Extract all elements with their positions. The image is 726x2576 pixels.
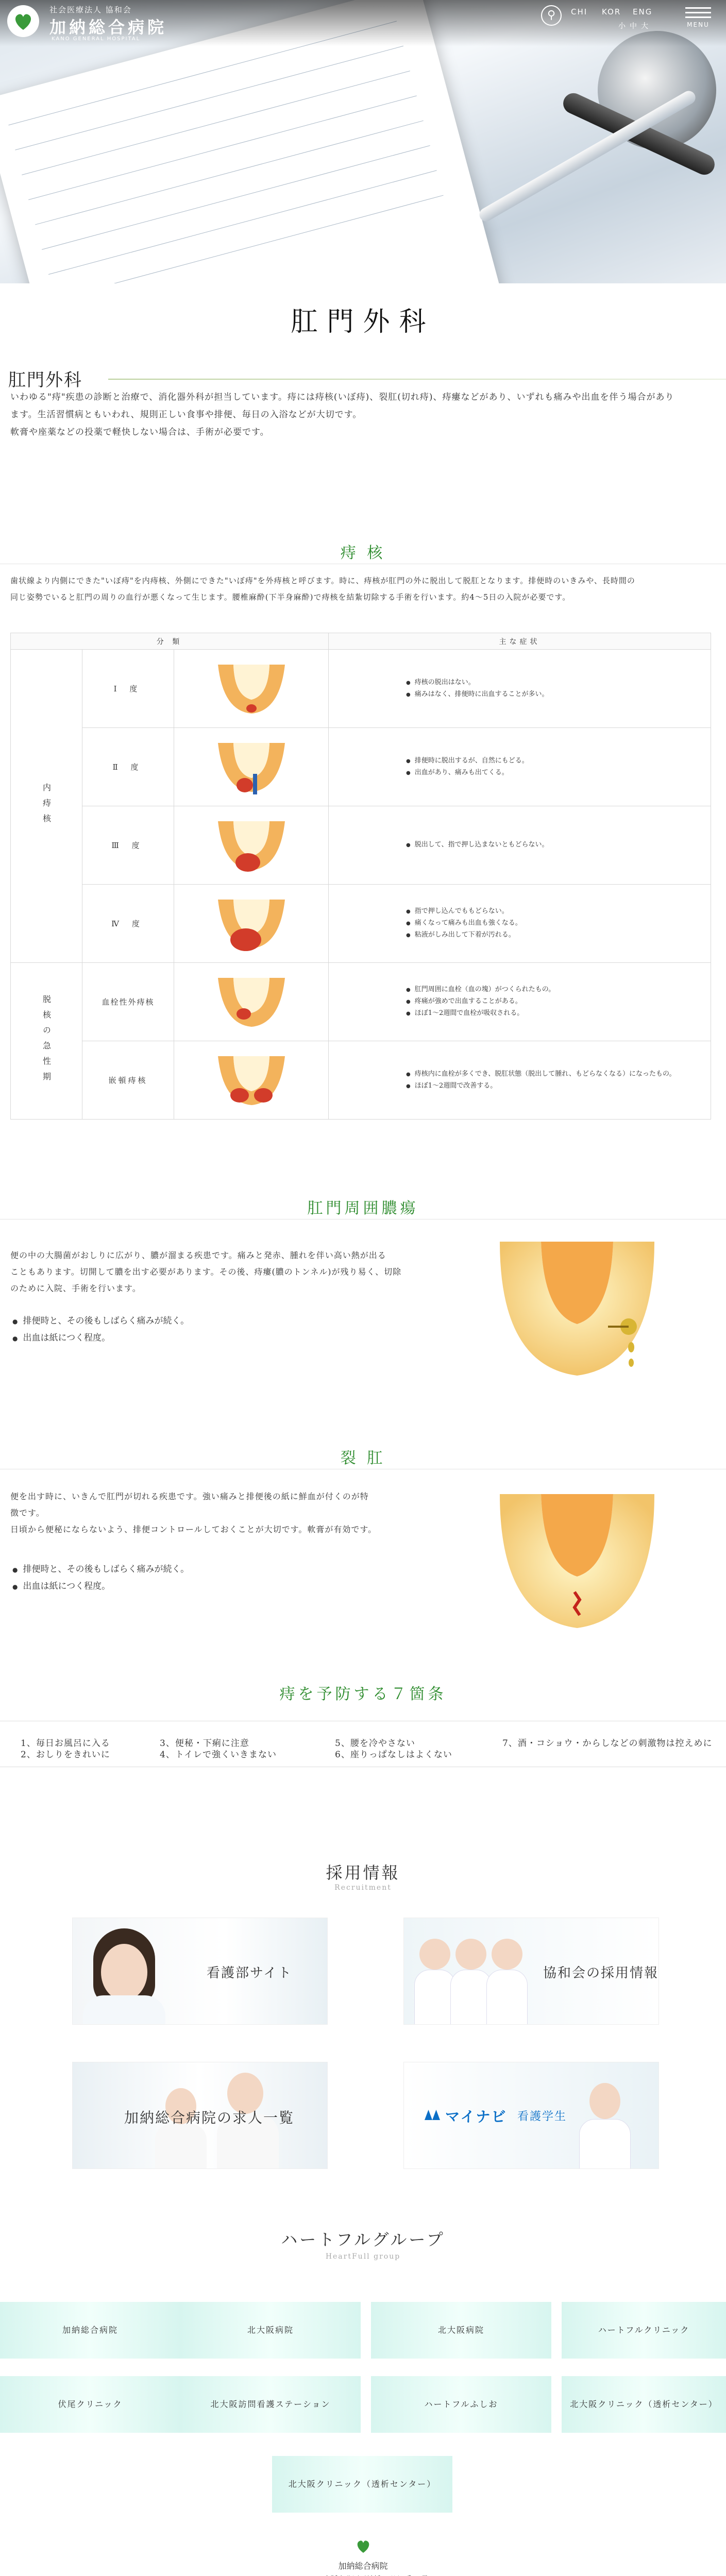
hemorrhoid-classification-table	[10, 633, 711, 1120]
degree-label: 血栓性外痔核	[82, 963, 174, 1041]
bullet-item: ● 排便時と、その後もしばらく痛みが続く。	[12, 1561, 189, 1578]
category-acute: 脱核の急性期	[11, 963, 82, 1120]
menu-label: MENU	[687, 21, 710, 28]
symptom-item: ● 肛門周囲に血栓（血の塊）がつくられたもの。	[406, 984, 711, 996]
bullet-item: ● 出血は紙につく程度。	[12, 1330, 189, 1347]
prevention-item: 3、便秘・下痢に注意	[160, 1738, 249, 1749]
banner-label: 加納総合病院の求人一覧	[124, 2109, 295, 2126]
abscess-line: こともあります。切開して膿を出す必要があります。その後、痔瘻(膿のトンネル)が残り易く、切除	[10, 1267, 402, 1277]
intro-line: ます。生活習慣病ともいわれ、規則正しい食事や排便、毎日の入浴などが大切です。	[10, 410, 362, 420]
recruit-heading: 採用情報	[326, 1863, 400, 1883]
kyowakai-recruit-banner[interactable]	[403, 1918, 659, 2025]
group-link[interactable]: 北大阪病院	[371, 2302, 551, 2359]
degree-label: Ⅰ 度	[82, 650, 174, 728]
hemorrhoids-line: 歯状線より内側にできた"いぼ痔"を内痔核、外側にできた"いぼ痔"を外痔核と呼びます。時に、痔核が肛門の外に脱出して脱肛となります。排便時のいきみや、長時間の	[10, 576, 635, 585]
symptom-item: ● ほぼ1〜2週間で改善する。	[406, 1080, 711, 1092]
logo-icon[interactable]	[7, 5, 39, 37]
anatomy-diagram	[174, 806, 329, 885]
prevention-item: 2、おしりをきれいに	[21, 1750, 110, 1760]
anatomy-diagram	[174, 728, 329, 806]
bullet-item: ● 排便時と、その後もしばらく痛みが続く。	[12, 1313, 189, 1330]
abscess-illustration	[489, 1236, 665, 1391]
group-link[interactable]: 加納総合病院	[0, 2302, 180, 2359]
banner-label: 看護部サイト	[207, 1965, 293, 1981]
intro-line: いわゆる"痔"疾患の診断と治療で、消化器外科が担当しています。痔には痔核(いぼ痔)、裂肛(切れ痔)、痔瘻などがあり、いずれも痛みや出血を伴う場合があり	[10, 392, 674, 402]
anatomy-illustration	[213, 973, 290, 1029]
degree-label: Ⅳ 度	[82, 885, 174, 963]
recruit-subheading: Recruitment	[334, 1884, 392, 1892]
group-subheading: HeartFull group	[325, 2252, 401, 2261]
prevention-list	[0, 1721, 726, 1767]
table-header-class: 分 類	[11, 633, 329, 650]
lang-chi[interactable]: CHI	[571, 7, 588, 16]
symptom-item: ● 排便時に脱出するが、自然にもどる。	[406, 755, 711, 767]
fissure-illustration	[489, 1489, 665, 1638]
degree-label: 嵌頓痔核	[82, 1041, 174, 1120]
symptom-item: ● 指で押し込んでももどらない。	[406, 906, 711, 918]
symptoms-cell	[329, 963, 711, 1041]
footer-logo-icon[interactable]	[354, 2537, 372, 2555]
anatomy-diagram	[174, 650, 329, 728]
group-heading: ハートフルグループ	[281, 2230, 445, 2249]
symptom-item: ● 疼痛が強めで出血することがある。	[406, 996, 711, 1008]
mynavi-banner[interactable]	[403, 2062, 659, 2169]
symptoms-cell	[329, 728, 711, 806]
section-heading: 肛門外科	[8, 370, 82, 391]
abscess-line: 便の中の大腸菌がおしりに広がり、膿が溜まる疾患です。痛みと発赤、腫れを伴い高い熱が出る	[10, 1250, 386, 1260]
symptom-item: ● 出血があり、痛みも出てくる。	[406, 767, 711, 779]
group-link[interactable]: ハートフルふしお	[371, 2376, 551, 2433]
page-title: 肛門外科	[291, 307, 435, 337]
heading-divider	[108, 379, 726, 380]
table-header-symptoms: 主な症状	[329, 633, 711, 650]
font-size-large[interactable]: 大	[641, 22, 648, 30]
symptoms-cell	[329, 885, 711, 963]
fissure-bullets	[12, 1561, 189, 1595]
prevention-item: 4、トイレで強くいきまない	[160, 1750, 277, 1760]
footer-hospital-name: 加納総合病院	[338, 2561, 388, 2571]
anatomy-illustration	[213, 1051, 290, 1108]
group-link[interactable]: 北大阪訪問看護ステーション	[180, 2376, 361, 2433]
group-link[interactable]: 北大阪クリニック（透析センター）	[562, 2376, 726, 2433]
prevention-item: 1、毎日お風呂に入る	[21, 1738, 110, 1749]
hemorrhoids-heading: 痔 核	[340, 544, 386, 562]
symptom-item: ● 痛くなって痛みも出血も強くなる。	[406, 918, 711, 929]
prevention-item: 6、座りっぱなしはよくない	[335, 1750, 452, 1760]
logo-title[interactable]: 加納総合病院	[49, 18, 167, 37]
fissure-line: 便を出す時に、いきんで肛門が切れる疾患です。強い痛みと排便後の紙に鮮血が付くのが特	[10, 1492, 369, 1501]
symptoms-cell	[329, 806, 711, 885]
logo-english: KANO GENERAL HOSPITAL	[52, 36, 141, 42]
bullet-item: ● 出血は紙につく程度。	[12, 1578, 189, 1595]
degree-label: Ⅲ 度	[82, 806, 174, 885]
anatomy-diagram	[174, 885, 329, 963]
lang-kor[interactable]: KOR	[602, 7, 621, 16]
group-link[interactable]: 北大阪クリニック（透析センター）	[272, 2456, 452, 2513]
footer-address	[0, 2574, 726, 2576]
category-internal: 内痔核	[11, 650, 82, 963]
fissure-line: 徴です。	[10, 1508, 45, 1518]
prevention-heading: 痔を予防する７箇条	[279, 1685, 447, 1703]
search-icon[interactable]: ⚲	[541, 5, 562, 26]
anatomy-illustration	[213, 816, 290, 873]
degree-label: Ⅱ 度	[82, 728, 174, 806]
symptom-item: ● 痔核の脱出はない。	[406, 677, 711, 689]
banner-label: 協和会の採用情報	[543, 1965, 659, 1981]
symptoms-cell	[329, 650, 711, 728]
fissure-heading: 裂 肛	[340, 1449, 386, 1467]
lang-eng[interactable]: ENG	[633, 7, 653, 16]
abscess-heading: 肛門周囲膿瘍	[307, 1199, 419, 1217]
symptom-item: ● ほぼ1〜2週間で血栓が吸収される。	[406, 1008, 711, 1020]
font-size-small[interactable]: 小	[618, 22, 626, 30]
abscess-bullets	[12, 1313, 189, 1347]
prevention-item: 7、酒・コショウ・からしなどの刺激物は控えめに	[502, 1738, 713, 1749]
banner-label: マイナビ	[445, 2108, 507, 2125]
symptom-item: ● 脱出して、指で押し込まないともどらない。	[406, 839, 711, 851]
group-link[interactable]: 北大阪病院	[180, 2302, 361, 2359]
symptoms-cell	[329, 1041, 711, 1120]
logo-subtitle: 社会医療法人 協和会	[49, 5, 132, 14]
fissure-line: 日頃から便秘にならないよう、排便コントロールしておくことが大切です。軟膏が有効です。	[10, 1524, 377, 1534]
prevention-item: 5、腰を冷やさない	[335, 1738, 415, 1749]
symptom-item: ● 痔核内に血栓が多くでき、脱肛状態（脱出して腫れ、もどらなくなる）になったもの。	[406, 1069, 711, 1080]
job-list-banner[interactable]	[72, 2062, 328, 2169]
font-size-medium[interactable]: 中	[630, 22, 637, 30]
anatomy-illustration	[213, 659, 290, 716]
nursing-site-banner[interactable]	[72, 1918, 328, 2025]
group-link[interactable]: ハートフルクリニック	[562, 2302, 726, 2359]
anatomy-diagram	[174, 1041, 329, 1120]
site-header	[0, 0, 726, 46]
hemorrhoids-line: 同じ姿勢でいると肛門の周りの血行が悪くなって生じます。腰椎麻酔(下半身麻酔)で痔核を結紮切除する手術を行います。約4～5日の入院が必要です。	[10, 592, 571, 602]
menu-button[interactable]	[675, 4, 721, 35]
group-link[interactable]: 伏尾クリニック	[0, 2376, 180, 2433]
banner-sublabel: 看護学生	[517, 2110, 567, 2123]
anatomy-illustration	[213, 738, 290, 794]
anatomy-diagram	[174, 963, 329, 1041]
abscess-line: のために入院、手術を行います。	[10, 1283, 141, 1293]
anatomy-illustration	[213, 894, 290, 951]
symptom-item: ● 粘液がしみ出して下着が汚れる。	[406, 929, 711, 941]
symptom-item: ● 痛みはなく、排便時に出血することが多い。	[406, 689, 711, 701]
intro-line: 軟膏や座薬などの投薬で軽快しない場合は、手術が必要です。	[10, 427, 269, 437]
